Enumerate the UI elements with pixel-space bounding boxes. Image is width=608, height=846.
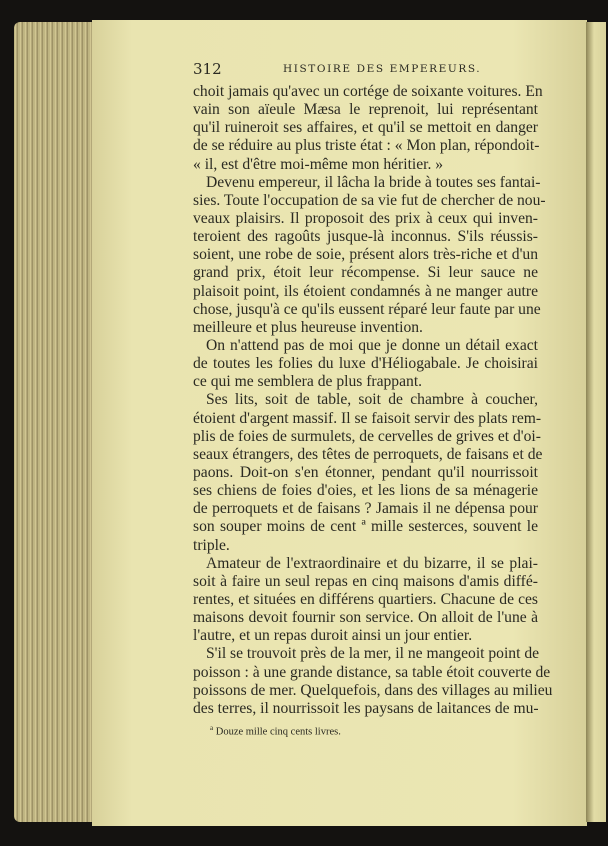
running-title: HISTOIRE DES EMPEREURS. [283, 63, 482, 75]
text-line: triple. [193, 536, 230, 554]
text-line: étoient d'argent massif. Il se faisoit servir des plats rem- [193, 409, 542, 427]
paragraph [193, 645, 553, 718]
paragraph [193, 555, 538, 646]
text-line: Devenu empereur, il lâcha la bride à toutes ses fantai- [206, 173, 541, 191]
text-line: veaux plaisirs. Il proposoit des prix à ceux qui inven- [193, 209, 538, 227]
paragraph [193, 173, 546, 337]
page-header [193, 60, 538, 80]
paragraph [193, 391, 543, 554]
text-line: paons. Doit-on s'en étonner, pendant qu'il nourrissoit [193, 463, 538, 481]
paragraph [193, 337, 538, 391]
text-line: plaisoit point, ils étoient condamnés à ne manger autre [193, 282, 538, 300]
text-line: S'il se trouvoit près de la mer, il ne mangeoit point de [206, 645, 540, 663]
text-line: vain son aïeule Mæsa le reprenoit, lui représentant [193, 101, 538, 119]
text-line: soient, une robe de soie, présent alors très-riche et d'un [193, 246, 538, 264]
footnote-marker: a [210, 724, 214, 732]
text-line: Amateur de l'extraordinaire et du bizarre, il se plai- [206, 554, 538, 572]
body-text [193, 83, 553, 718]
text-line: teroient des ragoûts jusque-là inconnus. S'ils réussis- [193, 228, 538, 246]
text-line: soit à faire un seul repas en cinq maisons d'amis diffé- [193, 572, 538, 590]
text-line: chose, jusqu'à ce qu'ils eussent réparé leur faute par une [193, 300, 541, 318]
text-line: choit jamais qu'avec un cortége de soixante voitures. En [193, 83, 543, 100]
paragraph [193, 83, 543, 174]
text-line: seaux étrangers, des têtes de perroquets, de faisans et de [193, 445, 543, 463]
text-line: de se réduire au plus triste état : « Mon plan, répondoit- [193, 137, 540, 155]
text-line: de perroquets et de faisans ? Jamais il ne dépensa pour [193, 500, 538, 518]
text-line: ses chiens de foies d'oies, et les lions de sa ménagerie [193, 482, 538, 500]
text-line: des terres, il nourrissoit les paysans de laitances de mu- [193, 699, 539, 717]
text-line: qu'il ruineroit ses affaires, et qu'il se mettoit en danger [193, 119, 538, 137]
facing-page-edge [586, 22, 606, 822]
text-line: sies. Toute l'occupation de sa vie fut de chercher de nou- [193, 191, 546, 209]
text-line: meilleure et plus heureuse invention. [193, 318, 423, 336]
text-line: On n'attend pas de moi que je donne un détail exact [206, 336, 538, 354]
text-line: son souper moins de cent ª mille sesterces, souvent le [193, 518, 538, 536]
text-line: l'autre, et un repas duroit ainsi un jour entier. [193, 627, 473, 645]
text-line: rentes, et situées en différens quartiers. Chacune de ces [193, 590, 538, 608]
page-number: 312 [193, 60, 222, 78]
book-fore-edge [14, 22, 96, 822]
text-line: maisons devoit fournir son service. On alloit de l'une à [193, 609, 538, 627]
footnote [210, 724, 341, 738]
text-line: poisson : à une grande distance, sa table étoit couverte de [193, 663, 551, 681]
text-line: Ses lits, soit de table, soit de chambre à coucher, [206, 391, 538, 409]
text-line: « il, est d'être moi-même mon héritier. » [193, 155, 444, 173]
text-line: de toutes les folies du luxe d'Héliogabale. Je choisirai [193, 355, 538, 373]
text-line: grand prix, étoit leur récompense. Si leur sauce ne [193, 264, 538, 282]
footnote-text: Douze mille cinq cents livres. [215, 726, 341, 738]
text-line: poissons de mer. Quelquefois, dans des villages au milieu [193, 681, 553, 699]
text-line: ce qui me semblera de plus frappant. [193, 373, 423, 391]
text-line: plis de foies de surmulets, de cervelles de grives et d'oi- [193, 427, 541, 445]
